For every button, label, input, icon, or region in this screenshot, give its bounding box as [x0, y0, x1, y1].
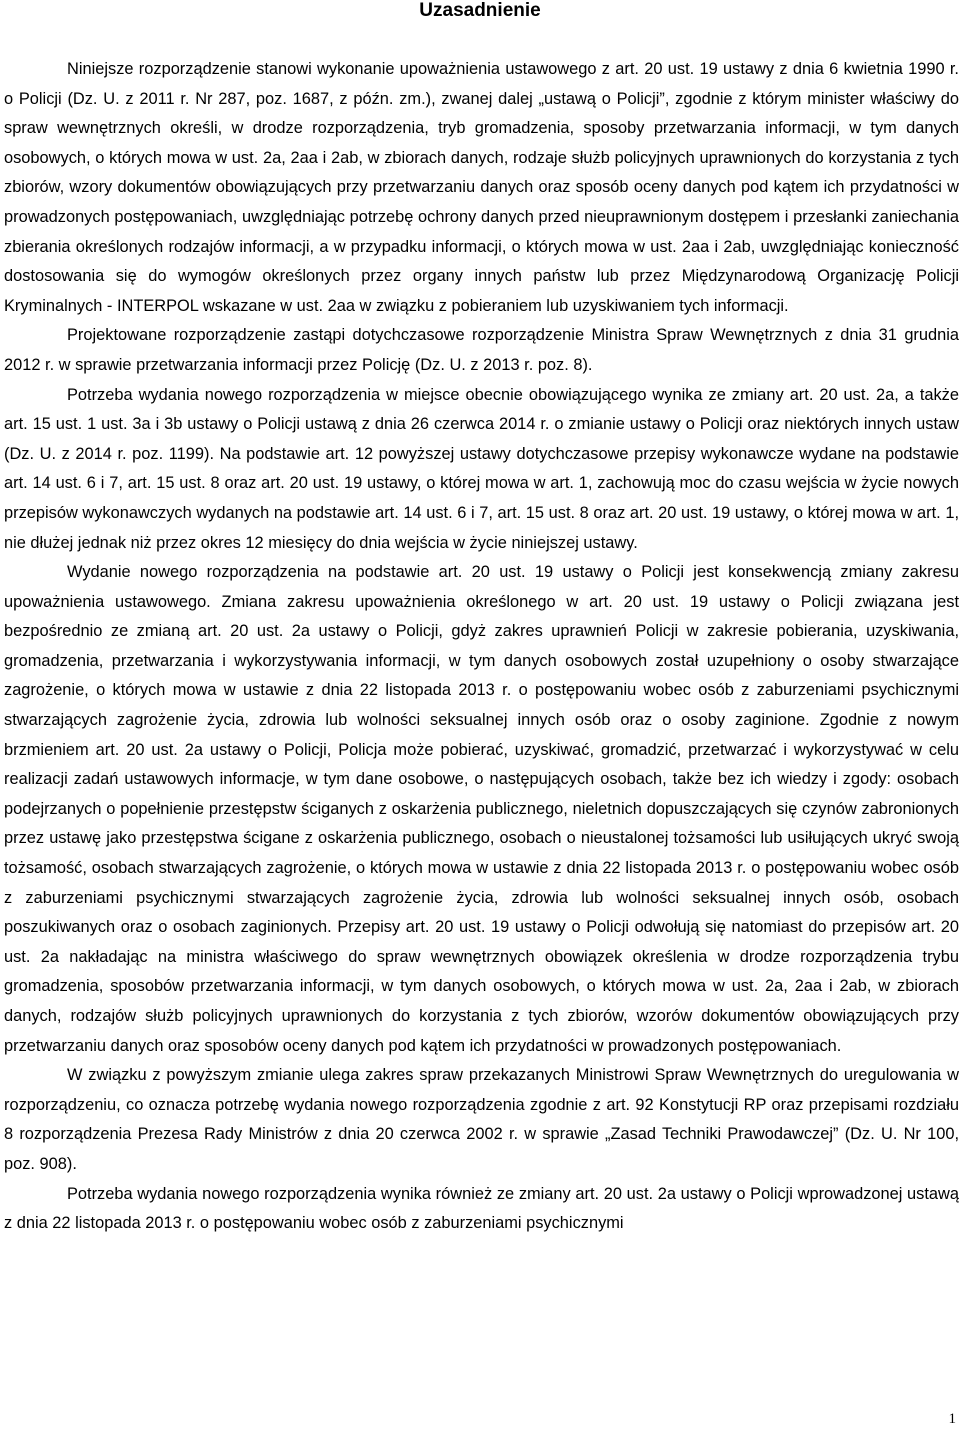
- paragraph-3: Potrzeba wydania nowego rozporządzenia w miejsce obecnie obowiązującego wynika ze zmiany art. 20 ust. 2a, a także art. 15 ust. 1 ust. 3a i 3b ustawy o Policji ustawą z dnia 26 czerwca 2014 r. o zmianie ustawy o Policji oraz niektórych innych ustaw (Dz. U. z 2014 r. poz. 1199). Na podstawie art. 12 powyższej ustawy dotychczasowe przepisy wykonawcze wydane na podstawie art. 14 ust. 6 i 7, art. 15 ust. 8 oraz art. 20 ust. 19 ustawy, o której mowa w art. 1, zachowują moc do czasu wejścia w życie nowych przepisów wykonawczych wydanych na podstawie art. 14 ust. 6 i 7, art. 15 ust. 8 oraz art. 20 ust. 19 ustawy, o której mowa w art. 1, nie dłużej jednak niż przez okres 12 miesięcy do dnia wejścia w życie niniejszej ustawy.: [4, 385, 959, 552]
- document-body: [4, 55, 959, 1239]
- paragraph-1: Niniejsze rozporządzenie stanowi wykonanie upoważnienia ustawowego z art. 20 ust. 19 ustawy z dnia 6 kwietnia 1990 r. o Policji (Dz. U. z 2011 r. Nr 287, poz. 1687, z późn. zm.), zwanej dalej „ustawą o Policji”, zgodnie z którym minister właściwy do spraw wewnętrznych określi, w drodze rozporządzenia, tryb gromadzenia, sposoby przetwarzania informacji, w tym danych osobowych, o których mowa w ust. 2a, 2aa i 2ab, w zbiorach danych, rodzaje służb policyjnych uprawnionych do korzystania z tych zbiorów, wzory dokumentów obowiązujących przy przetwarzaniu danych oraz sposób oceny danych pod kątem ich przydatności w prowadzonych postępowaniach, uwzględniając potrzebę ochrony danych przed nieuprawnionym dostępem i przesłanki zaniechania zbierania określonych rodzajów informacji, a w przypadku informacji, o których mowa w ust. 2aa i 2ab, uwzględniając konieczność dostosowania się do wymogów określonych przez organy innych państw lub przez Międzynarodową Organizację Policji Kryminalnych - INTERPOL wskazane w ust. 2aa w związku z pobieraniem lub uzyskiwaniem tych informacji.: [4, 60, 959, 315]
- paragraph-6: Potrzeba wydania nowego rozporządzenia wynika również ze zmiany art. 20 ust. 2a ustawy o Policji wprowadzonej ustawą z dnia 22 listopada 2013 r. o postępowaniu wobec osób z zaburzeniami psychicznymi: [4, 1184, 959, 1233]
- paragraph-2: Projektowane rozporządzenie zastąpi dotychczasowe rozporządzenie Ministra Spraw Wewnętrznych z dnia 31 grudnia 2012 r. w sprawie przetwarzania informacji przez Policję (Dz. U. z 2013 r. poz. 8).: [4, 326, 959, 374]
- paragraph-4: Wydanie nowego rozporządzenia na podstawie art. 20 ust. 19 ustawy o Policji jest konsekwencją zmiany zakresu upoważnienia ustawowego. Zmiana zakresu upoważnienia określonego w art. 20 ust. 19 ustawy o Policji związana jest bezpośrednio ze zmianą art. 20 ust. 2a ustawy o Policji, gdyż zakres uprawnień Policji w zakresie pobierania, uzyskiwania, gromadzenia, przetwarzania i wykorzystywania informacji, w tym danych osobowych został uzupełniony o osoby stwarzające zagrożenie, o których mowa w ustawie z dnia 22 listopada 2013 r. o postępowaniu wobec osób z zaburzeniami psychicznymi stwarzających zagrożenie życia, zdrowia lub wolności seksualnej innych osób oraz o osoby zaginione. Zgodnie z nowym brzmieniem art. 20 ust. 2a ustawy o Policji, Policja może pobierać, uzyskiwać, gromadzić, przetwarzać i wykorzystywać w celu realizacji zadań ustawowych informacje, w tym dane osobowe, o następujących osobach, także bez ich wiedzy i zgody: osobach podejrzanych o popełnienie przestępstw ściganych z oskarżenia publicznego, nieletnich dopuszczających się czynów zabronionych przez ustawę jako przestępstwa ścigane z oskarżenia publicznego, osobach o nieustalonej tożsamości lub usiłujących ukryć swoją tożsamość, osobach stwarzających zagrożenie, o których mowa w ustawie z dnia 22 listopada 2013 r. o postępowaniu wobec osób z zaburzeniami psychicznymi stwarzających zagrożenie życia, zdrowia lub wolności seksualnej innych osób, osobach poszukiwanych oraz o osobach zaginionych. Przepisy art. 20 ust. 19 ustawy o Policji odwołują się natomiast do przepisów art. 20 ust. 2a nakładając na ministra właściwego do spraw wewnętrznych obowiązek określenia w drodze rozporządzenia trybu gromadzenia, sposobów przetwarzania informacji, w tym danych osobowych, o których mowa w ust. 2a, 2aa i 2ab, w zbiorach danych, rodzajów służb policyjnych uprawnionych do korzystania z tych zbiorów, wzorów dokumentów obowiązujących przy przetwarzaniu danych oraz sposobów oceny danych pod kątem ich przydatności w prowadzonych postępowaniach.: [4, 563, 959, 1055]
- paragraph-5: W związku z powyższym zmianie ulega zakres spraw przekazanych Ministrowi Spraw Wewnętrznych do uregulowania w rozporządzeniu, co oznacza potrzebę wydania nowego rozporządzenia zgodnie z art. 92 Konstytucji RP oraz przepisami rozdziału 8 rozporządzenia Prezesa Rady Ministrów z dnia 20 czerwca 2002 r. w sprawie „Zasad Techniki Prawodawczej” (Dz. U. Nr 100, poz. 908).: [4, 1066, 959, 1173]
- document-title: Uzasadnienie: [419, 0, 541, 21]
- page-number: 1: [948, 1411, 956, 1427]
